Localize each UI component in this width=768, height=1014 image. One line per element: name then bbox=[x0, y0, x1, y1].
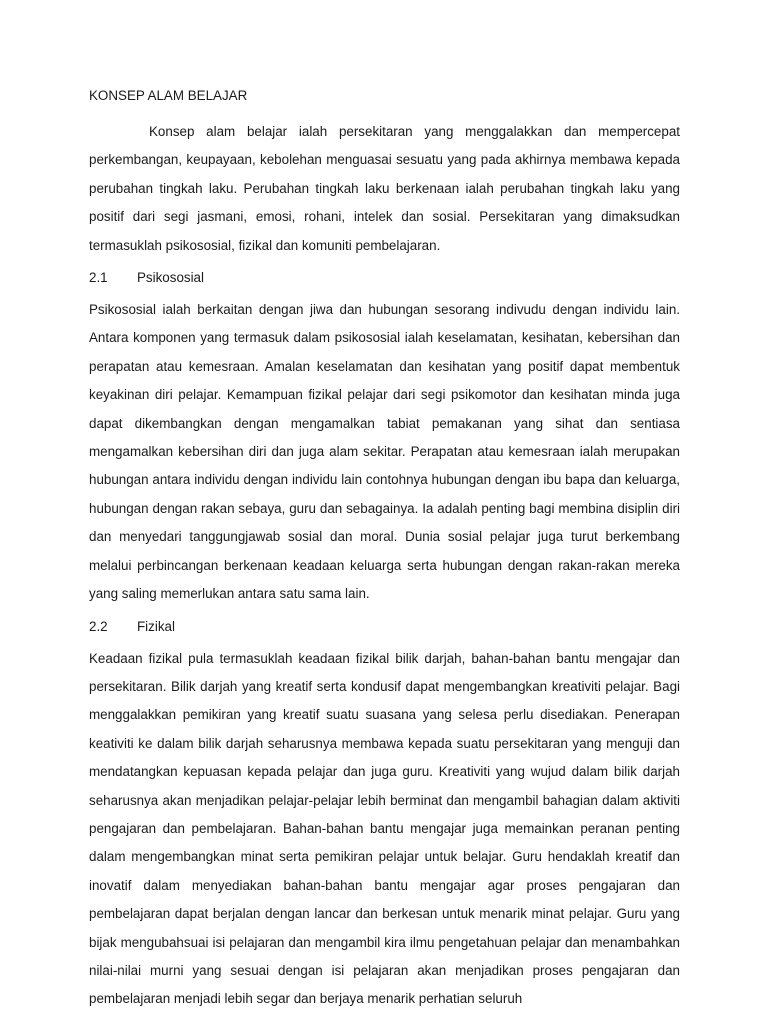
section-heading-fizikal bbox=[89, 617, 680, 637]
fizikal-paragraph: Keadaan fizikal pula termasuklah keadaan fizikal bilik darjah, bahan-bahan bantu mengajar dan persekitaran. Bilik darjah yang kreatif serta kondusif dapat mengembangkan kreativiti pelajar. Bagi menggalakkan pemikiran yang kreatif suatu suasana yang selesa perlu disediakan. Penerapan keativiti ke dalam bilik darjah seharusnya membawa kepada suatu persekitaran yang menguji dan mendatangkan kepuasan kepada pelajar dan juga guru. Kreativiti yang wujud dalam bilik darjah seharusnya akan menjadikan pelajar-pelajar lebih berminat dan mengambil bahagian dalam aktiviti pengajaran dan pembelajaran. Bahan-bahan bantu mengajar juga memainkan peranan penting dalam mengembangkan minat serta pemikiran pelajar untuk belajar. Guru hendaklah kreatif dan inovatif dalam menyediakan bahan-bahan bantu mengajar agar proses pengajaran dan pembelajaran dapat berjalan dengan lancar dan berkesan untuk menarik minat pelajar. Guru yang bijak mengubahsuai isi pelajaran dan mengambil kira ilmu pengetahuan pelajar dan menambahkan nilai-nilai murni yang sesuai dengan isi pelajaran akan menjadikan proses pengajaran dan pembelajaran menjadi lebih segar dan berjaya menarik perhatian seluruh bbox=[89, 650, 680, 1007]
intro-paragraph: Konsep alam belajar ialah persekitaran yang menggalakkan dan mempercepat perkembangan, keupayaan, kebolehan menguasai sesuatu yang pada akhirnya membawa kepada perubahan tingkah laku. Perubahan tingkah laku berkenaan ialah perubahan tingkah laku yang positif dari segi jasmani, emosi, rohani, intelek dan sosial. Persekitaran yang dimaksudkan termasuklah psikososial, fizikal dan komuniti pembelajaran. bbox=[89, 124, 680, 253]
section-title: Psikososial bbox=[137, 270, 204, 286]
psikososial-paragraph: Psikososial ialah berkaitan dengan jiwa dan hubungan sesorang indivudu dengan individu lain. Antara komponen yang termasuk dalam psikososial ialah keselamatan, kesihatan, kebersihan dan perapatan atau kemesraan. Amalan keselamatan dan kesihatan yang positif dapat membentuk keyakinan diri pelajar. Kemampuan fizikal pelajar dari segi psikomotor dan kesihatan minda juga dapat dikembangkan dengan mengamalkan tabiat pemakanan yang sihat dan sentiasa mengamalkan kebersihan diri dan juga alam sekitar. Perapatan atau kemesraan ialah merupakan hubungan antara individu dengan individu lain contohnya hubungan dengan ibu bapa dan keluarga, hubungan dengan rakan sebaya, guru dan sebagainya. Ia adalah penting bagi membina disiplin diri dan menyedari tanggungjawab sosial dan moral. Dunia sosial pelajar juga turut berkembang melalui perbincangan berkenaan keadaan keluarga serta hubungan dengan rakan-rakan mereka yang saling memerlukan antara satu sama lain. bbox=[89, 302, 680, 602]
section-title: Fizikal bbox=[137, 618, 175, 634]
section-heading-psikososial bbox=[89, 268, 680, 288]
section-number: 2.2 bbox=[89, 618, 108, 634]
document-title: KONSEP ALAM BELAJAR bbox=[89, 88, 248, 103]
section-number: 2.1 bbox=[89, 270, 108, 286]
